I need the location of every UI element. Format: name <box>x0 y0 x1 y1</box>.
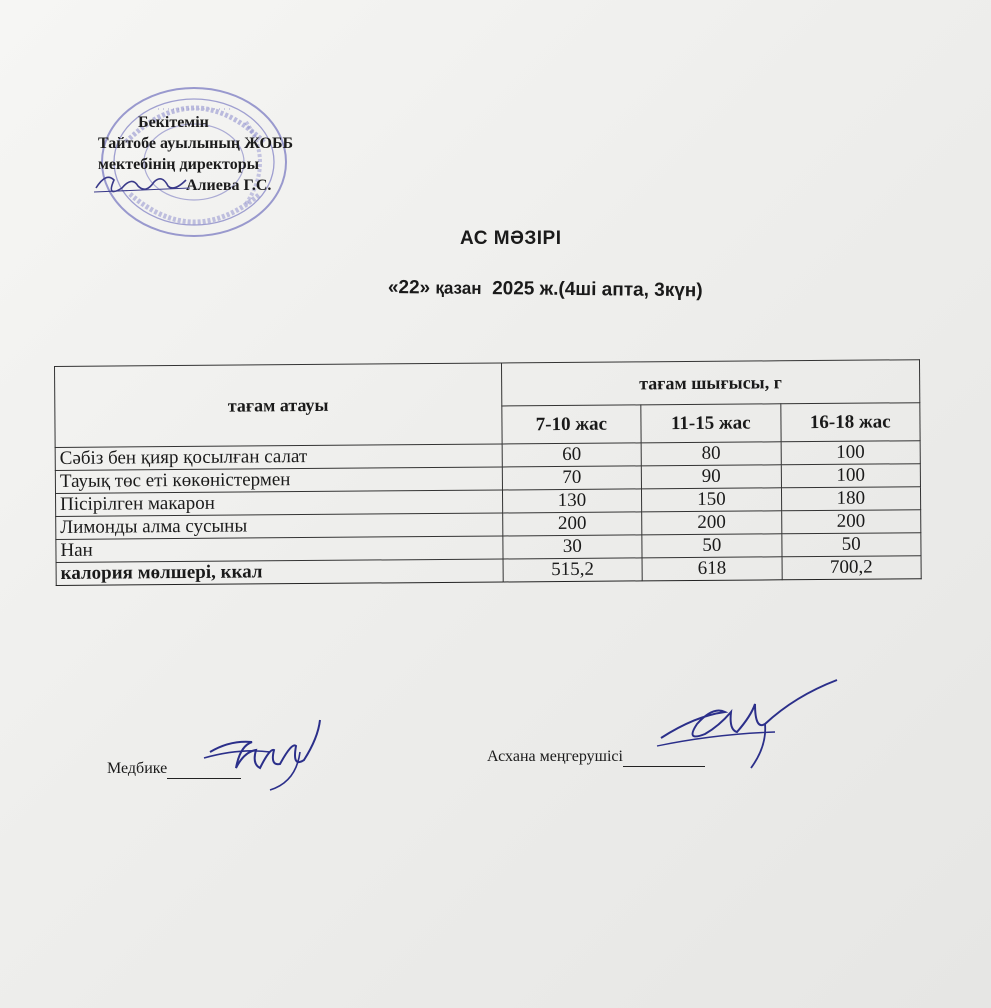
dish-name: Лимонды алма сусыны <box>56 513 503 540</box>
approval-heading: Бекітемін <box>138 114 209 131</box>
portion-16-18: 200 <box>781 510 921 534</box>
portion-16-18: 50 <box>781 533 921 557</box>
calories-7-10: 515,2 <box>503 558 643 582</box>
portion-7-10: 30 <box>503 535 643 559</box>
canteen-signature-icon <box>655 676 845 771</box>
dish-name: Тауық төс еті көкөністермен <box>55 467 502 494</box>
portion-7-10: 70 <box>502 466 642 490</box>
approval-position: мектебінің директоры <box>98 156 260 173</box>
portion-7-10: 60 <box>502 443 642 467</box>
portion-11-15: 50 <box>642 534 782 558</box>
menu-date <box>388 277 703 302</box>
dish-name: Нан <box>56 536 503 563</box>
page-title: АС МӘЗІРІ <box>460 228 562 249</box>
approval-director-name: Алиева Г.С. <box>186 177 272 194</box>
portion-11-15: 150 <box>642 488 782 512</box>
header-dish-name: тағам атауы <box>55 363 502 448</box>
menu-date-month: қазан <box>435 278 482 298</box>
nurse-signature-icon <box>200 712 325 792</box>
portion-16-18: 100 <box>781 464 921 488</box>
nurse-label: Медбике <box>107 760 168 777</box>
portion-16-18: 180 <box>781 487 921 511</box>
portion-7-10: 130 <box>502 489 642 513</box>
approval-school: Тайтобе ауылының ЖОББ <box>98 135 294 152</box>
portion-11-15: 200 <box>642 511 782 535</box>
header-output: тағам шығысы, г <box>501 360 920 407</box>
header-age-11-15: 11-15 жас <box>641 404 781 443</box>
director-signature-icon <box>92 168 192 202</box>
portion-16-18: 100 <box>781 441 921 465</box>
canteen-label: Асхана меңгерушісі <box>487 748 623 765</box>
portion-11-15: 90 <box>641 465 781 489</box>
portion-7-10: 200 <box>502 512 642 536</box>
portion-11-15: 80 <box>641 442 781 466</box>
svg-text:· · · · · · · · · · · · · · ·: · · · · · · · · · · · · · · · <box>157 105 231 114</box>
menu-date-rest: 2025 ж.(4ші апта, 3күн) <box>492 278 703 302</box>
menu-date-day: «22» <box>387 277 431 299</box>
header-age-16-18: 16-18 жас <box>780 403 920 442</box>
calories-16-18: 700,2 <box>782 556 922 580</box>
header-age-7-10: 7-10 жас <box>502 405 642 444</box>
dish-name: Пісірілген макарон <box>56 490 503 517</box>
calories-11-15: 618 <box>642 557 782 581</box>
calorie-label: калория мөлшері, ккал <box>56 559 503 586</box>
dish-name: Сәбіз бен қияр қосылған салат <box>55 444 502 471</box>
menu-table <box>54 359 922 586</box>
